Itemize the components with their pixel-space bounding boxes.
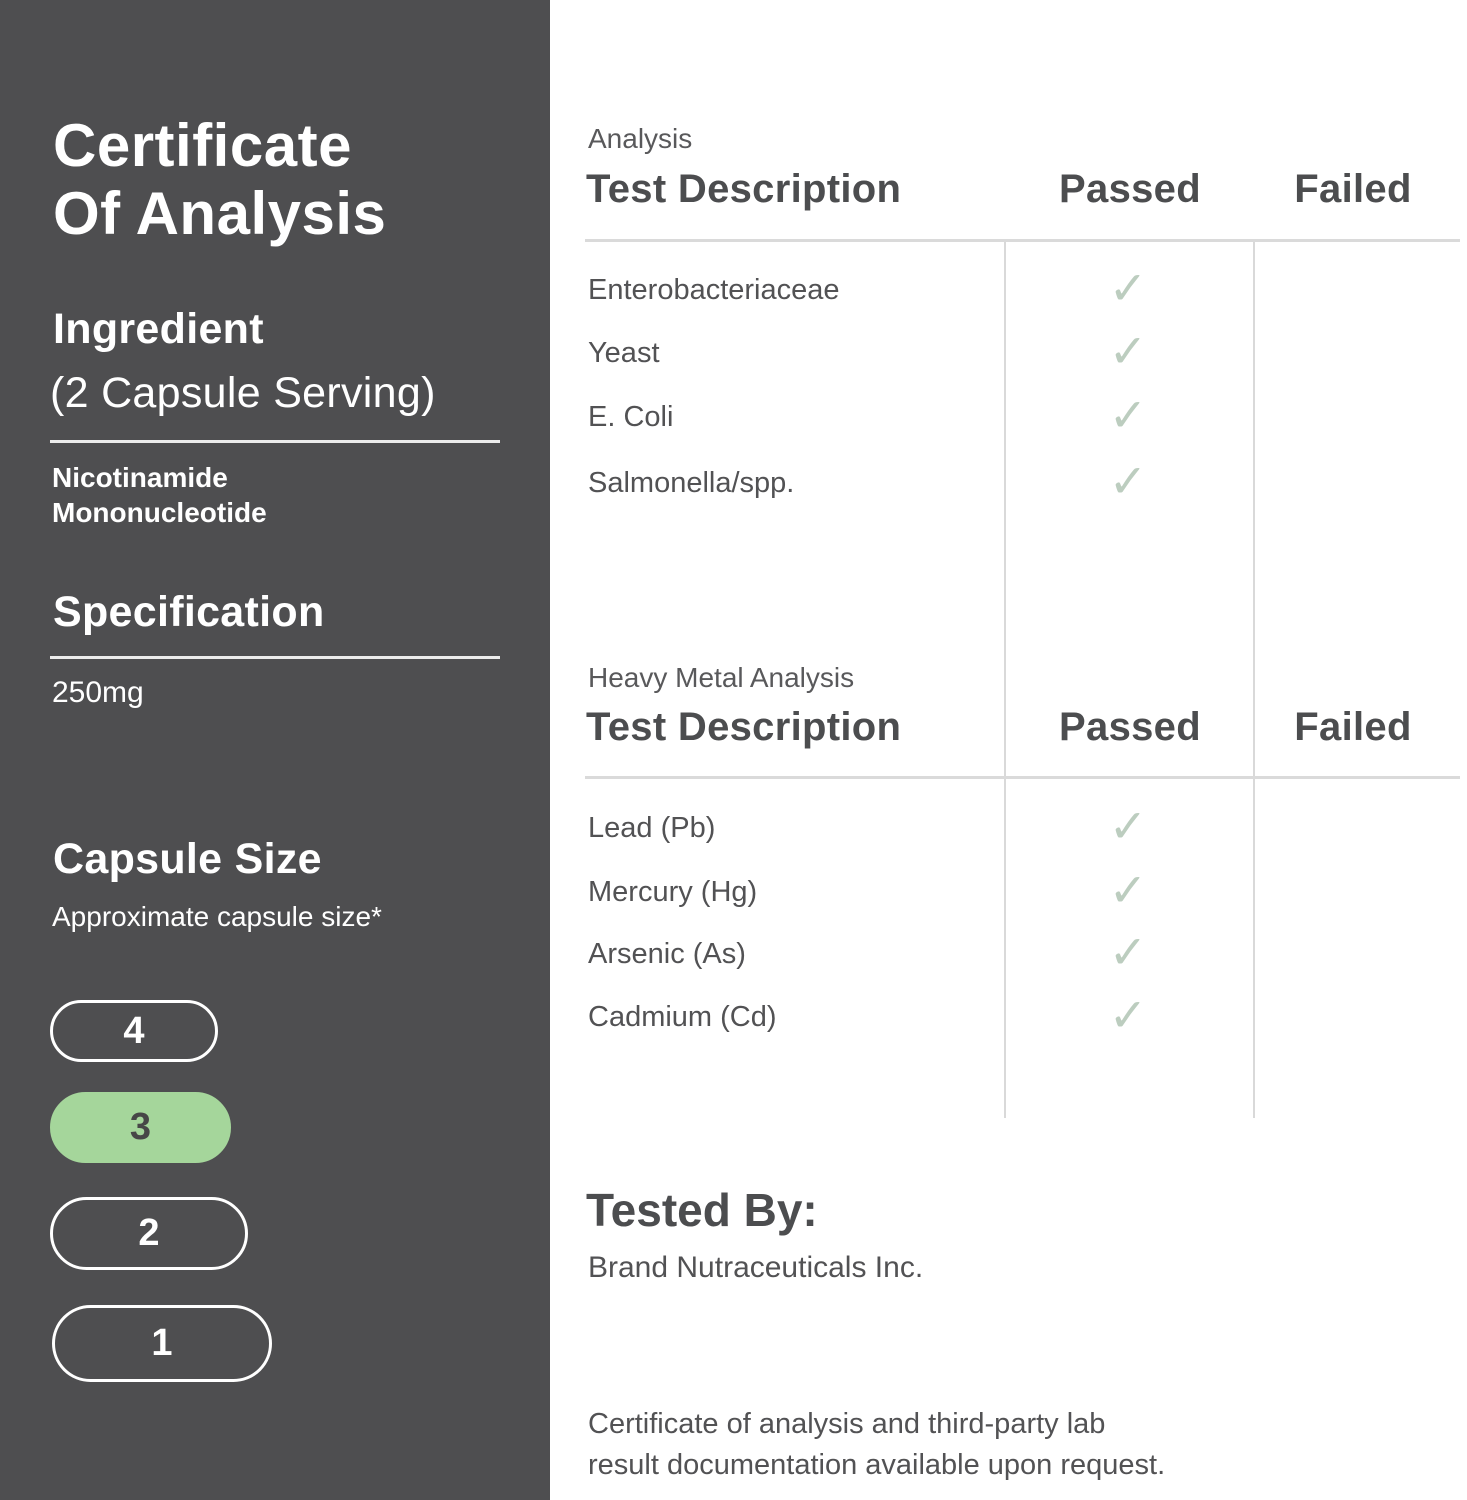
test-name: Mercury (Hg) xyxy=(588,876,758,908)
test-name: Yeast xyxy=(588,337,660,369)
heavy-metal-section-label: Heavy Metal Analysis xyxy=(588,662,855,693)
capsule-size-option-1-label: 1 xyxy=(151,1322,173,1364)
footer-note xyxy=(588,1404,1165,1486)
capsule-size-option-1 xyxy=(52,1305,272,1382)
test-name: Cadmium (Cd) xyxy=(588,1001,777,1033)
ingredient-value-line1: Nicotinamide xyxy=(52,462,228,493)
analysis-section-label: Analysis xyxy=(588,123,693,154)
capsule-size-option-2 xyxy=(50,1197,248,1270)
page-title xyxy=(53,112,386,248)
table-divider-vertical xyxy=(1004,242,1006,1118)
passed-check-icon: ✓ xyxy=(1108,925,1148,979)
passed-check-icon: ✓ xyxy=(1108,988,1148,1042)
test-name: Lead (Pb) xyxy=(588,812,716,844)
capsule-size-option-4-label: 4 xyxy=(123,1009,145,1052)
ingredient-value xyxy=(52,460,312,530)
test-name: Enterobacteriaceae xyxy=(588,274,840,306)
specification-heading: Specification xyxy=(53,588,325,636)
passed-check-icon: ✓ xyxy=(1108,261,1148,315)
footer-note-line1: Certificate of analysis and third-party lab xyxy=(588,1408,1106,1440)
test-name: Salmonella/spp. xyxy=(588,467,795,499)
passed-check-icon: ✓ xyxy=(1108,863,1148,917)
divider xyxy=(50,440,500,443)
footer-note-line2: result documentation available upon request. xyxy=(588,1449,1166,1481)
test-name: E. Coli xyxy=(588,401,674,433)
ingredient-value-line2: Mononucleotide xyxy=(52,497,267,528)
table-divider-horizontal xyxy=(585,776,1460,779)
heavy-metal-col-test-description: Test Description xyxy=(586,705,902,749)
test-name: Arsenic (As) xyxy=(588,938,746,970)
heavy-metal-col-failed: Failed xyxy=(1294,705,1412,749)
table-divider-vertical xyxy=(1253,242,1255,1118)
divider xyxy=(50,656,500,659)
capsule-size-subheading: Approximate capsule size* xyxy=(52,901,382,932)
analysis-col-failed: Failed xyxy=(1294,167,1412,211)
analysis-col-passed: Passed xyxy=(1059,167,1201,211)
passed-check-icon: ✓ xyxy=(1108,324,1148,378)
passed-check-icon: ✓ xyxy=(1108,799,1148,853)
capsule-size-heading: Capsule Size xyxy=(53,835,322,883)
capsule-size-option-3-label: 3 xyxy=(129,1106,152,1148)
ingredient-heading: Ingredient xyxy=(53,305,264,353)
specification-value: 250mg xyxy=(52,676,144,709)
page-title-line2: Of Analysis xyxy=(53,180,387,247)
tested-by-heading: Tested By: xyxy=(586,1184,818,1236)
analysis-col-test-description: Test Description xyxy=(586,167,902,211)
page-title-line1: Certificate xyxy=(53,112,352,179)
tested-by-value: Brand Nutraceuticals Inc. xyxy=(588,1251,924,1284)
passed-check-icon: ✓ xyxy=(1108,388,1148,442)
capsule-size-option-4 xyxy=(50,1000,218,1062)
table-divider-horizontal xyxy=(585,239,1460,242)
passed-check-icon: ✓ xyxy=(1108,454,1148,508)
capsule-size-option-3-selected xyxy=(50,1092,231,1163)
heavy-metal-col-passed: Passed xyxy=(1059,705,1201,749)
capsule-size-option-2-label: 2 xyxy=(138,1212,160,1254)
sidebar xyxy=(0,0,550,1500)
ingredient-subheading: (2 Capsule Serving) xyxy=(50,369,436,417)
